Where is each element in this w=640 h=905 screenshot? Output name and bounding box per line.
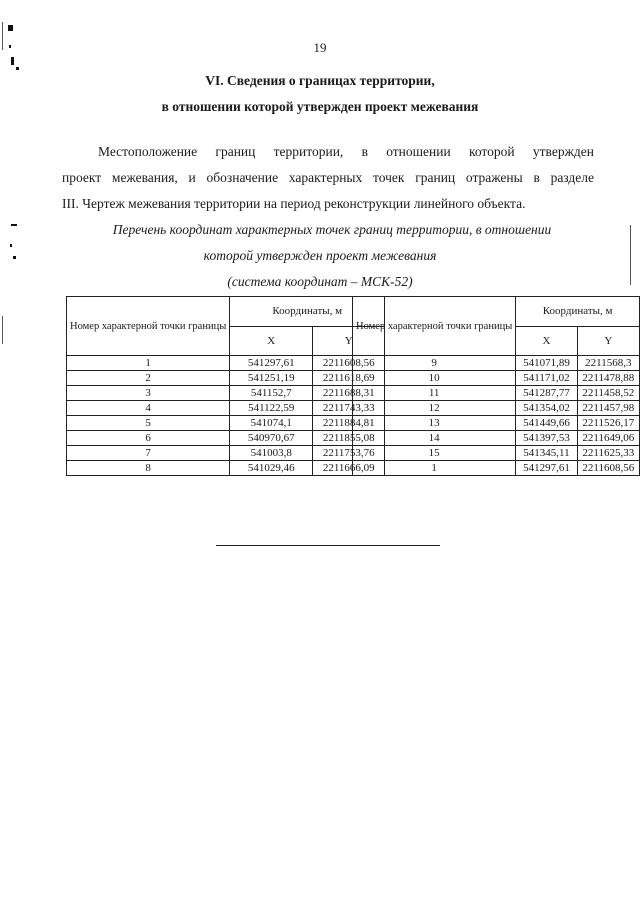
table-caption-line: которой утвержден проект межевания: [203, 248, 437, 263]
coord-x: 541397,53: [516, 431, 577, 446]
table-row: [67, 386, 385, 401]
coord-y: 2211625,33: [577, 446, 639, 461]
point-number: 9: [353, 356, 516, 371]
table-row: [67, 461, 385, 476]
paragraph-line: Местоположение границ территории, в отношении которой утвержден: [98, 144, 594, 159]
table-row: [67, 401, 385, 416]
header-y: Y: [313, 327, 385, 356]
table-row: [353, 431, 640, 446]
coord-y: 2211526,17: [577, 416, 639, 431]
coord-y: 2211649,06: [577, 431, 639, 446]
coord-x: 541345,11: [516, 446, 577, 461]
coordinate-system-note: (система координат – МСК-52): [227, 274, 413, 289]
coord-y: 2211457,98: [577, 401, 639, 416]
coord-y: 2211458,52: [577, 386, 639, 401]
table-row: [353, 446, 640, 461]
table-row: [67, 356, 385, 371]
coord-y: 2211568,3: [577, 356, 639, 371]
coord-x: 541287,77: [516, 386, 577, 401]
paragraph-line: проект межевания, и обозначение характерных точек границ отражены в разделе: [62, 170, 594, 185]
header-x: X: [230, 327, 313, 356]
point-number: 1: [353, 461, 516, 476]
point-number: 5: [67, 416, 230, 431]
table-row: [67, 371, 385, 386]
coord-x: 541171,02: [516, 371, 577, 386]
scan-speck: [11, 57, 14, 65]
table-row: [67, 431, 385, 446]
coord-x: 541297,61: [230, 356, 313, 371]
section-heading-line: VI. Сведения о границах территории,: [205, 73, 435, 88]
coord-y: 2211618,69: [313, 371, 385, 386]
coord-y: 2211478,88: [577, 371, 639, 386]
coordinates-table-left: [66, 296, 385, 476]
table-row: [67, 446, 385, 461]
coord-y: 2211884,81: [313, 416, 385, 431]
coordinates-table-right: [352, 296, 640, 476]
coord-y: 2211753,76: [313, 446, 385, 461]
coord-x: 541003,8: [230, 446, 313, 461]
point-number: 14: [353, 431, 516, 446]
scan-speck: [8, 25, 13, 31]
coord-y: 2211855,08: [313, 431, 385, 446]
point-number: 7: [67, 446, 230, 461]
coord-y: 2211688,31: [313, 386, 385, 401]
point-number: 3: [67, 386, 230, 401]
header-point-number: Номер характерной точки границы: [353, 297, 516, 356]
point-number: 1: [67, 356, 230, 371]
table-row: [353, 461, 640, 476]
end-rule-divider: [216, 545, 440, 546]
point-number: 8: [67, 461, 230, 476]
table-row: [353, 386, 640, 401]
header-coordinates: Координаты, м: [516, 297, 640, 327]
section-heading: [0, 68, 640, 120]
coord-y: 2211608,56: [313, 356, 385, 371]
point-number: 13: [353, 416, 516, 431]
point-number: 6: [67, 431, 230, 446]
coord-x: 541449,66: [516, 416, 577, 431]
coord-x: 541074,1: [230, 416, 313, 431]
coord-x: 541354,02: [516, 401, 577, 416]
header-y: Y: [577, 327, 639, 356]
table-row: [353, 416, 640, 431]
coord-x: 541029,46: [230, 461, 313, 476]
coord-x: 540970,67: [230, 431, 313, 446]
coord-y: 2211608,56: [577, 461, 639, 476]
coord-y: 2211666,09: [313, 461, 385, 476]
coord-y: 2211743,33: [313, 401, 385, 416]
table-row: [353, 371, 640, 386]
point-number: 10: [353, 371, 516, 386]
table-row: [353, 401, 640, 416]
table-row: [67, 416, 385, 431]
point-number: 12: [353, 401, 516, 416]
scan-edge-line: [2, 316, 3, 344]
page-number: 19: [313, 40, 327, 55]
section-heading-line: в отношении которой утвержден проект межевания: [161, 99, 479, 114]
paragraph-line: III. Чертеж межевания территории на период реконструкции линейного объекта.: [62, 196, 526, 211]
point-number: 2: [67, 371, 230, 386]
table-caption-line: Перечень координат характерных точек границ территории, в отношении: [112, 222, 552, 237]
coord-x: 541152,7: [230, 386, 313, 401]
table-row: [353, 356, 640, 371]
coord-x: 541251,19: [230, 371, 313, 386]
table-caption: [0, 217, 640, 295]
point-number: 11: [353, 386, 516, 401]
body-paragraph: [62, 139, 594, 217]
coord-x: 541071,89: [516, 356, 577, 371]
header-point-number: Номер характерной точки границы: [67, 297, 230, 356]
header-x: X: [516, 327, 577, 356]
coord-x: 541297,61: [516, 461, 577, 476]
header-coordinates: Координаты, м: [230, 297, 385, 327]
point-number: 15: [353, 446, 516, 461]
coord-x: 541122,59: [230, 401, 313, 416]
point-number: 4: [67, 401, 230, 416]
